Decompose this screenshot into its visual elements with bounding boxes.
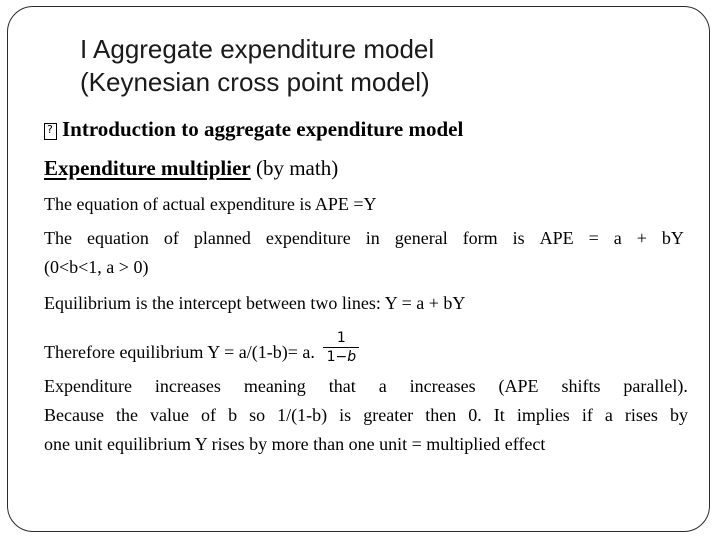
paragraph-word: 1/(1-b) [277,405,328,425]
paragraph-word: so [249,405,266,425]
equilibrium-line: Equilibrium is the intercept between two lines: Y = a + bY [44,293,466,313]
line2-word: in [365,228,380,248]
line2-word: equation [86,228,149,248]
paragraph-word: by [669,405,688,425]
paragraph-word: Expenditure [44,376,132,396]
multiplier-explanation-paragraph [44,372,688,459]
subheading [44,156,338,181]
paragraph-word: the [116,405,138,425]
paragraph-row [44,401,688,430]
paragraph-word: is [339,405,352,425]
paragraph-word: of [201,405,217,425]
paragraph-word: value [150,405,190,425]
equilibrium-formula-line [44,330,359,371]
paragraph-word: that [328,376,356,396]
paragraph-word: increases [154,376,221,396]
line2-word: = [588,228,599,248]
fraction-bar [323,347,359,348]
paragraph-word: parallel). [623,376,688,396]
fraction-denominator: 1−b [326,349,357,366]
line2-word: form [462,228,498,248]
line2-word: APE [539,228,574,248]
line2-word: The [44,228,72,248]
line2-word: general [394,228,448,248]
paragraph-row [44,372,688,401]
paragraph-word: Because [44,405,104,425]
paragraph-word: if [581,405,593,425]
title-line-1: I Aggregate expenditure model [80,34,435,64]
paragraph-word: increases [409,376,476,396]
title-line-2: (Keynesian cross point model) [80,67,430,97]
line2-word: planned [193,228,251,248]
missing-glyph-bullet-icon [44,123,57,140]
actual-expenditure-line: The equation of actual expenditure is APE =Y [44,194,377,214]
paragraph-word: meaning [243,376,306,396]
multiplier-fraction [323,330,359,365]
paragraph-word: then [425,405,457,425]
fraction-numerator: 1 [336,330,346,346]
line2-word: + [636,228,647,248]
parameter-constraints-line: (0<b<1, a > 0) [44,257,149,277]
line2-word: expenditure [265,228,351,248]
paragraph-word: shifts [561,376,601,396]
paragraph-word: (APE [498,376,539,396]
formula-text: Therefore equilibrium Y = a/(1-b)= a. [44,341,315,362]
line2-word: bY [661,228,684,248]
line2-word: a [613,228,622,248]
section-heading: Introduction to aggregate expenditure model [62,117,464,141]
line2-word: is [512,228,525,248]
planned-expenditure-line [44,228,684,249]
subheading-bold: Expenditure multiplier [44,156,251,180]
paragraph-row [44,430,688,459]
line2-word: of [163,228,179,248]
paragraph-word: one unit equilibrium Y rises by more than one unit = multiplied effect [44,434,546,454]
paragraph-word: b [228,405,238,425]
slide-title [80,33,680,99]
paragraph-word: implies [516,405,570,425]
paragraph-word: a [604,405,613,425]
paragraph-word: 0. [468,405,482,425]
paragraph-word: It [493,405,505,425]
paragraph-word: greater [363,405,414,425]
paragraph-word: rises [624,405,658,425]
paragraph-word: a [378,376,387,396]
subheading-rest: (by math) [250,156,339,180]
bullet-glyph: ? [47,123,53,136]
